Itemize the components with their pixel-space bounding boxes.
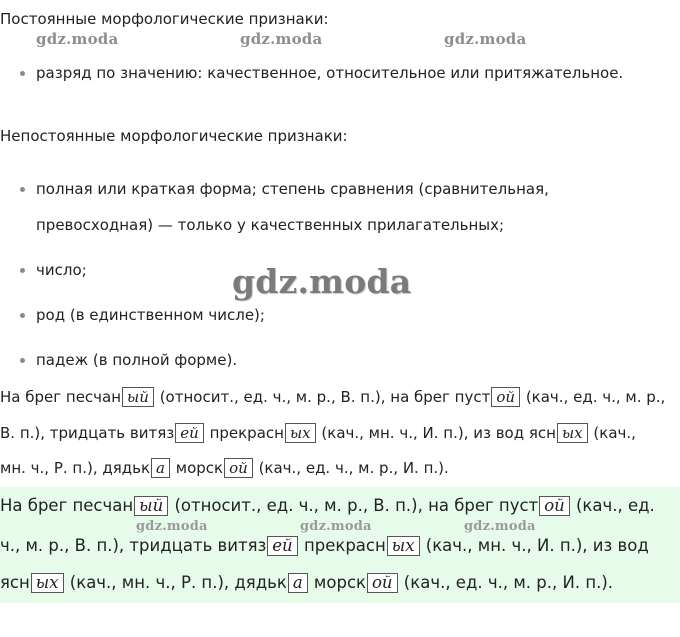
watermark: gdz.moda xyxy=(240,30,323,48)
ending-box: а xyxy=(151,458,170,478)
section-heading-variable: Непостоянные морфологические признаки: xyxy=(0,127,348,145)
plain-text: (кач., ед. ч., м. р., xyxy=(521,388,666,406)
list-item: число; xyxy=(36,261,87,279)
plain-text: морск xyxy=(308,573,366,592)
plain-text: (кач., ед. ч., м. р., И. п.). xyxy=(253,459,449,477)
plain-text: (относит., ед. ч., м. р., В. п.), на брег пуст xyxy=(154,388,491,406)
bullet-dot xyxy=(20,358,25,363)
ending-box: ый xyxy=(122,387,154,407)
ending-box: а xyxy=(288,573,308,593)
bullet-dot xyxy=(20,268,25,273)
plain-text: На брег песчан xyxy=(0,388,122,406)
ending-box: ых xyxy=(285,423,316,443)
ending-box: ых xyxy=(557,423,588,443)
para1-line xyxy=(0,457,449,479)
watermark-large: gdz.moda xyxy=(232,262,412,301)
list-item-continued: превосходная) — только у качественных прилагательных; xyxy=(36,216,505,234)
ending-box: ей xyxy=(175,423,204,443)
ending-box: ой xyxy=(367,573,398,593)
para2-line xyxy=(0,534,649,558)
watermark: gdz.moda xyxy=(36,30,119,48)
watermark: gdz.moda xyxy=(444,30,527,48)
plain-text: (кач., мн. ч., И. п.), из вод ясн xyxy=(316,424,556,442)
watermark: gdz.moda xyxy=(464,519,536,534)
plain-text: ч., м. р., В. п.), тридцать витяз xyxy=(0,536,267,555)
section-heading-constant: Постоянные морфологические признаки: xyxy=(0,10,329,28)
list-item: падеж (в полной форме). xyxy=(36,351,238,369)
ending-box: ой xyxy=(539,496,570,516)
ending-box: ых xyxy=(31,573,64,593)
watermark: gdz.moda xyxy=(136,519,208,534)
list-item: разряд по значению: качественное, относительное или притяжательное. xyxy=(36,64,624,82)
list-item: полная или краткая форма; степень сравнения (сравнительная, xyxy=(36,180,549,198)
ending-box: ой xyxy=(491,387,520,407)
plain-text: (кач., ед. xyxy=(570,496,655,515)
para1-line xyxy=(0,422,636,444)
plain-text: (кач., xyxy=(588,424,636,442)
ending-box: ой xyxy=(224,458,253,478)
ending-box: ей xyxy=(267,536,297,556)
plain-text: мн. ч., Р. п.), дядьк xyxy=(0,459,151,477)
list-item: род (в единственном числе); xyxy=(36,306,265,324)
ending-box: ых xyxy=(387,536,420,556)
plain-text: На брег песчан xyxy=(0,496,134,515)
para2-line xyxy=(0,494,655,518)
bullet-dot xyxy=(20,313,25,318)
plain-text: (кач., мн. ч., И. п.), из вод xyxy=(420,536,649,555)
para1-line xyxy=(0,386,665,408)
plain-text: прекрасн xyxy=(298,536,386,555)
para2-line xyxy=(0,571,613,595)
watermark: gdz.moda xyxy=(300,519,372,534)
plain-text: ясн xyxy=(0,573,30,592)
ending-box: ый xyxy=(134,496,168,516)
bullet-dot xyxy=(20,187,25,192)
plain-text: (кач., ед. ч., м. р., И. п.). xyxy=(398,573,614,592)
plain-text: (относит., ед. ч., м. р., В. п.), на брег пуст xyxy=(169,496,539,515)
plain-text: (кач., мн. ч., Р. п.), дядьк xyxy=(64,573,287,592)
plain-text: морск xyxy=(171,459,224,477)
plain-text: В. п.), тридцать витяз xyxy=(0,424,175,442)
plain-text: прекрасн xyxy=(204,424,284,442)
bullet-dot xyxy=(20,71,25,76)
